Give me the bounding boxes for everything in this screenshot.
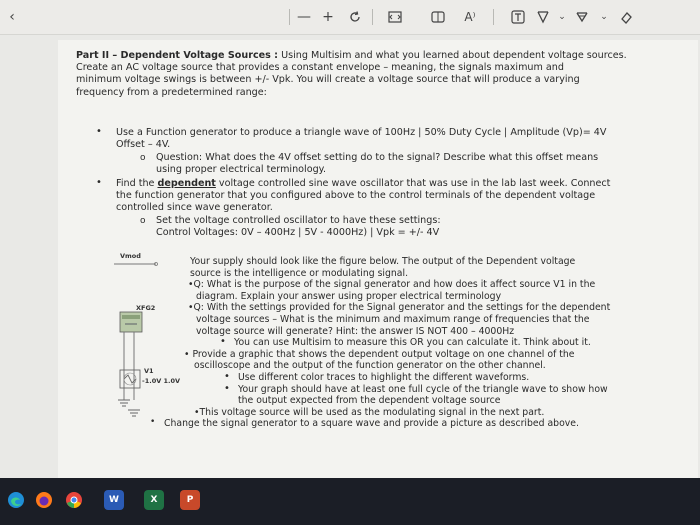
chrome-icon[interactable] xyxy=(64,490,84,510)
highlight-icon[interactable] xyxy=(572,7,592,27)
part-heading: Part II – Dependent Voltage Sources : xyxy=(76,50,279,61)
intro-line: minimum voltage swings is between +/- Vpk. You will create a voltage source that will produce a varying xyxy=(76,74,580,86)
sub-bullet-circle: o xyxy=(140,216,146,226)
word-icon[interactable]: W xyxy=(104,490,124,510)
dependent-term: dependent xyxy=(157,178,216,189)
excel-icon[interactable]: X xyxy=(144,490,164,510)
zoom-out-icon[interactable]: — xyxy=(297,9,311,25)
bullet-line: controlled since wave generator. xyxy=(116,202,273,214)
instruction-line: •This voltage source will be used as the modulating signal in the next part. xyxy=(194,406,545,418)
bullet-1 xyxy=(116,127,676,151)
taskbar xyxy=(0,478,700,525)
vmod-label: Vmod xyxy=(120,252,141,260)
text-size-icon[interactable]: A⁾ xyxy=(464,10,476,24)
sub-bullet-circle: o xyxy=(140,153,146,163)
intro-line: frequency from a predetermined range: xyxy=(76,86,267,98)
powerpoint-icon[interactable]: P xyxy=(180,490,200,510)
xfg-label: XFG2 xyxy=(136,304,156,312)
circuit-schematic xyxy=(112,250,192,430)
firefox-icon[interactable] xyxy=(34,490,54,510)
instruction-line: diagram. Explain your answer using proper electrical terminology xyxy=(196,290,502,302)
sub-bullet-line: using proper electrical terminology. xyxy=(156,164,327,176)
instruction-line: • Provide a graphic that shows the dependent output voltage on one channel of the xyxy=(184,348,575,360)
bullet-2 xyxy=(116,178,676,215)
bullet-dot: • xyxy=(96,177,102,188)
sub-bullet-1 xyxy=(156,152,676,176)
intro-line: Create an AC voltage source that provides a constant envelope – meaning, the signals maximum and xyxy=(76,62,564,74)
bullet-line: the function generator that you configured above to the control terminals of the dependent voltage xyxy=(116,190,596,202)
bullet-dot: • xyxy=(224,382,230,394)
v1-label: V1 xyxy=(144,367,154,375)
bullet-dot: • xyxy=(96,126,102,137)
toolbar-divider xyxy=(493,9,494,25)
v1-values: -1.0V 1.0V xyxy=(142,377,181,385)
chevron-down-icon[interactable]: ⌄ xyxy=(558,12,566,22)
instruction-line: •Q: With the settings provided for the Signal generator and the settings for the dependent xyxy=(188,302,611,314)
instruction-line: the output expected from the dependent voltage source xyxy=(238,395,501,407)
back-arrow-icon[interactable]: ‹ xyxy=(9,9,15,25)
instruction-line: Your supply should look like the figure below. The output of the Dependent voltage xyxy=(190,256,576,267)
draw-icon[interactable] xyxy=(533,7,553,27)
edge-icon[interactable] xyxy=(6,490,26,510)
instruction-line: You can use Multisim to measure this OR you can calculate it. Think about it. xyxy=(234,337,591,349)
reader-toolbar xyxy=(0,0,700,35)
instruction-line: Change the signal generator to a square wave and provide a picture as described above. xyxy=(164,418,579,430)
bullet-line: Offset – 4V. xyxy=(116,139,171,151)
intro-line: Using Multisim and what you learned about dependent voltage sources. xyxy=(278,50,627,61)
sub-bullet-line: Question: What does the 4V offset setting do to the signal? Describe what this offset means xyxy=(156,152,599,163)
sub-bullet-line: Control Voltages: 0V – 400Hz | 5V - 4000Hz) | Vpk = +/- 4V xyxy=(156,227,440,239)
instruction-line: voltage sources – What is the minimum and maximum range of frequencies that the xyxy=(196,314,590,325)
instruction-line: oscilloscope and the output of the function generator on the other channel. xyxy=(194,360,546,372)
intro-paragraph xyxy=(76,50,666,99)
instruction-line: Use different color traces to highlight the different waveforms. xyxy=(238,372,530,383)
toolbar-divider xyxy=(372,9,373,25)
toolbar-divider xyxy=(289,9,290,25)
bullet-line: Use a Function generator to produce a triangle wave of 100Hz | 50% Duty Cycle | Amplitude (Vp)= 4V xyxy=(116,127,607,138)
circuit-diagram xyxy=(112,250,192,430)
bullet-text: Find the xyxy=(116,178,158,189)
rotate-icon[interactable] xyxy=(345,7,365,27)
zoom-in-icon[interactable]: + xyxy=(322,9,334,25)
chevron-down-icon[interactable]: ⌄ xyxy=(600,12,608,22)
instruction-line: source is the intelligence or modulating signal. xyxy=(190,267,409,279)
instruction-line: Your graph should have at least one full cycle of the triangle wave to show how xyxy=(238,383,608,395)
fit-page-icon[interactable] xyxy=(385,7,405,27)
instruction-line: voltage source will generate? Hint: the answer IS NOT 400 – 4000Hz xyxy=(196,325,515,337)
bullet-dot: • xyxy=(220,336,226,348)
instruction-line: •Q: What is the purpose of the signal generator and how does it affect source V1 in the xyxy=(188,279,596,291)
bullet-text: voltage controlled sine wave oscillator that was use in the lab last week. Connect xyxy=(215,178,611,189)
sub-bullet-circle: • xyxy=(150,417,156,428)
eraser-icon[interactable] xyxy=(616,7,636,27)
sub-bullet-2 xyxy=(156,215,676,239)
text-box-icon[interactable] xyxy=(508,7,528,27)
sub-bullet-line: Set the voltage controlled oscillator to have these settings: xyxy=(156,215,441,226)
reader-icon[interactable] xyxy=(428,7,448,27)
bullet-dot: • xyxy=(224,371,230,382)
